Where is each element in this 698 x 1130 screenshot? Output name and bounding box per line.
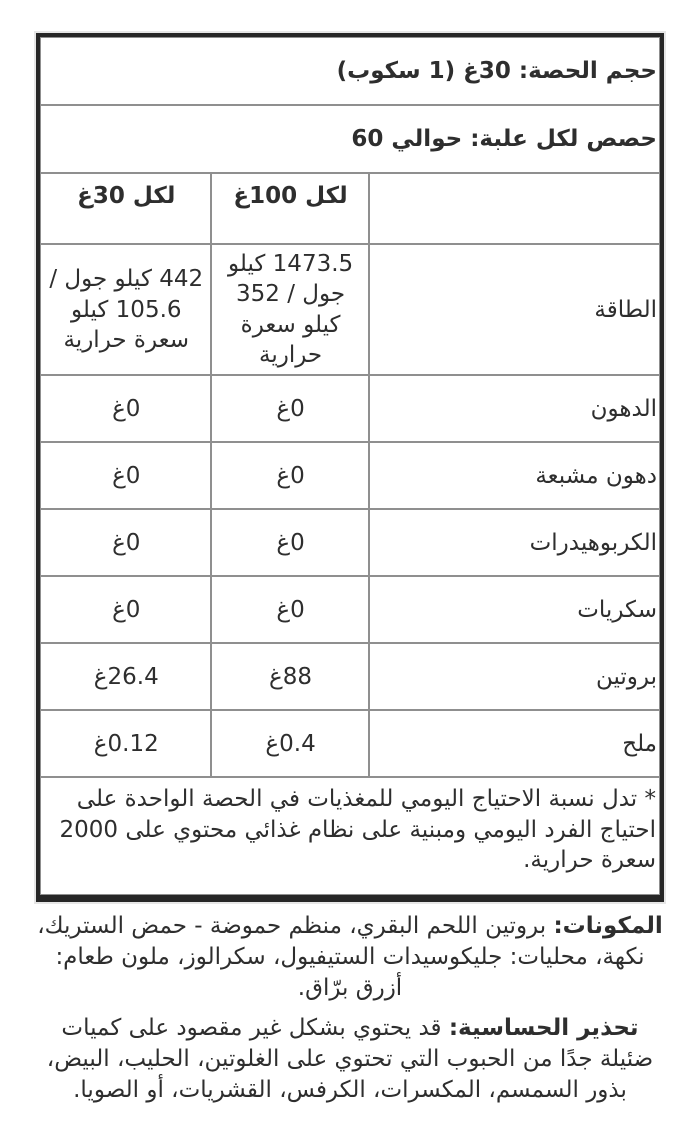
column-header-row xyxy=(40,173,660,244)
per-100g-column-header: لكل 100غ xyxy=(211,173,369,244)
value-per-100g: 0غ xyxy=(211,375,369,442)
allergy-warning-label: تحذير الحساسية: xyxy=(448,1014,639,1041)
value-per-100g: 0.4غ xyxy=(211,710,369,777)
nutrient-name: سكريات xyxy=(369,576,660,643)
value-per-100g: 0غ xyxy=(211,509,369,576)
value-per-30g: 26.4غ xyxy=(40,643,211,710)
value-per-100g: 0غ xyxy=(211,576,369,643)
value-per-30g: 0غ xyxy=(40,375,211,442)
servings-per-container-text: حصص لكل علبة: حوالي 60 xyxy=(40,105,660,173)
value-per-30g: 0غ xyxy=(40,442,211,509)
allergy-warning-text: قد يحتوي بشكل غير مقصود على كميات ضئيلة جدًا من الحبوب التي تحتوي على الغلوتين، الحليب، البيض، بذور السمسم، المكسرات، الكرفس، القشريات، أو الصويا. xyxy=(46,1014,654,1103)
table-row-salt xyxy=(40,710,660,777)
table-row-sugars xyxy=(40,576,660,643)
value-per-30g: 0غ xyxy=(40,576,211,643)
value-per-100g: 88غ xyxy=(211,643,369,710)
daily-intake-footnote: * تدل نسبة الاحتياج اليومي للمغذيات في الحصة الواحدة على احتياج الفرد اليومي ومبنية على نظام غذائي محتوي على 2000 سعرة حرارية. xyxy=(40,777,660,894)
ingredients-paragraph xyxy=(36,911,664,1004)
nutrient-name: الطاقة xyxy=(369,244,660,375)
table-row-saturated-fat xyxy=(40,442,660,509)
value-per-30g: 442 كيلو جول / 105.6 كيلو سعرة حرارية xyxy=(40,244,211,375)
nutrient-name: الدهون xyxy=(369,375,660,442)
value-per-100g: 1473.5 كيلو جول / 352 كيلو سعرة حرارية xyxy=(211,244,369,375)
value-per-30g: 0.12غ xyxy=(40,710,211,777)
nutrient-name: ملح xyxy=(369,710,660,777)
serving-size-row xyxy=(40,37,660,105)
nutrient-name: دهون مشبعة xyxy=(369,442,660,509)
ingredients-text: بروتين اللحم البقري، منظم حموضة - حمض الستريك، نكهة، محليات: جليكوسيدات الستيفيول، سكرالوز، ملون طعام: أزرق برّاق. xyxy=(37,912,645,1001)
table-row-carbohydrates xyxy=(40,509,660,576)
per-30g-column-header: لكل 30غ xyxy=(40,173,211,244)
footnote-row xyxy=(40,777,660,894)
ingredients-label: المكونات: xyxy=(553,912,663,939)
nutrition-facts-table xyxy=(36,33,664,902)
nutrient-name: بروتين xyxy=(369,643,660,710)
allergy-warning-paragraph xyxy=(36,1013,664,1106)
table-row-energy xyxy=(40,244,660,375)
table-row-protein xyxy=(40,643,660,710)
name-column-header xyxy=(369,173,660,244)
table-row-fat xyxy=(40,375,660,442)
servings-per-container-row xyxy=(40,105,660,173)
nutrient-name: الكربوهيدرات xyxy=(369,509,660,576)
value-per-100g: 0غ xyxy=(211,442,369,509)
serving-size-text: حجم الحصة: 30غ (1 سكوب) xyxy=(40,37,660,105)
value-per-30g: 0غ xyxy=(40,509,211,576)
